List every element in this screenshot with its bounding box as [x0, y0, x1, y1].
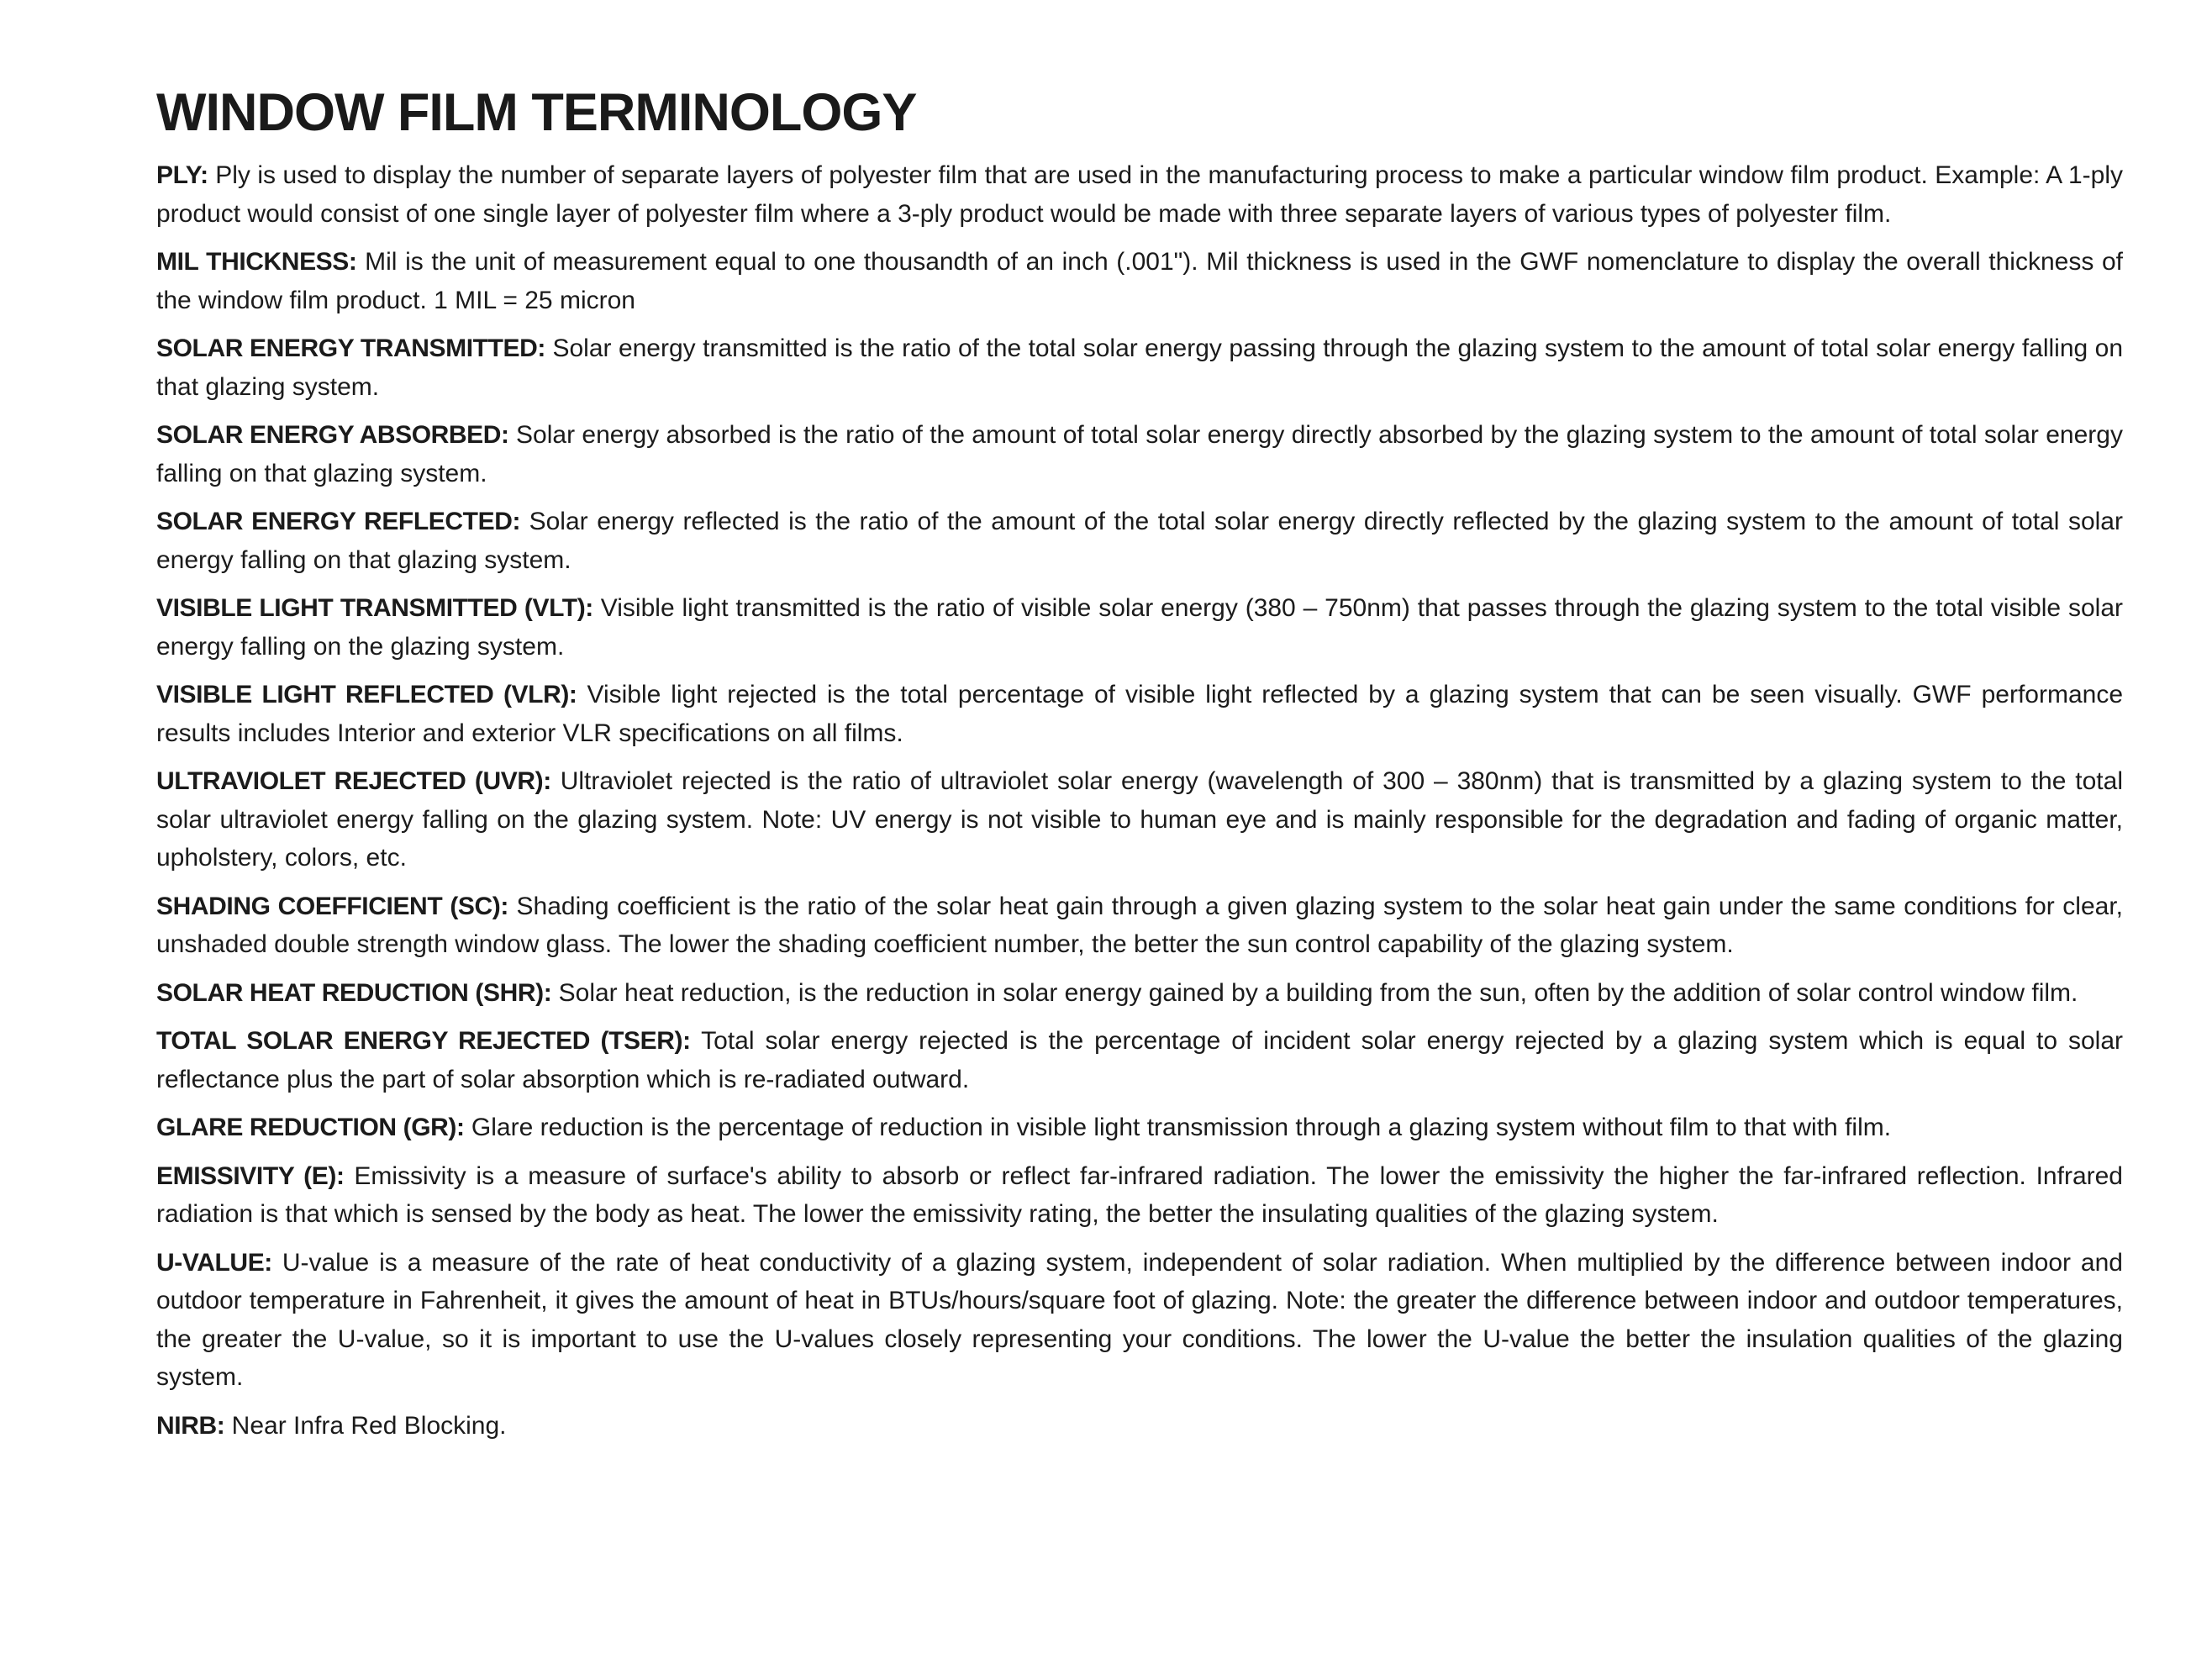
term-definition: U-value is a measure of the rate of heat conductivity of a glazing system, independent of solar radiation. When multiplied by the difference between indoor and outdoor temperature in Fahrenheit, it gives the amount of heat in BTUs/hours/square foot of glazing. Note: the greater the difference between indoor and outdoor temperatures, the greater the U-value, so it is important to use the U-values closely representing your conditions. The lower the U-value the better the insulation qualities of the glazing system.: [156, 1248, 2123, 1391]
term-definition: Emissivity is a measure of surface's ability to absorb or reflect far-infrared radiation. The lower the emissivity the higher the far-infrared reflection. Infrared radiation is that which is sensed by the body as heat. The lower the emissivity rating, the better the insulating qualities of the glazing system.: [156, 1161, 2123, 1228]
term-definition: Visible light transmitted is the ratio of visible solar energy (380 – 750nm) that passes through the glazing system to the total visible solar energy falling on the glazing system.: [156, 594, 2124, 661]
term-label: SOLAR ENERGY TRANSMITTED:: [156, 334, 546, 362]
term-label: SOLAR HEAT REDUCTION (SHR):: [156, 978, 552, 1007]
term-solar-energy-absorbed: [156, 416, 2123, 492]
term-label: VISIBLE LIGHT TRANSMITTED (VLT):: [156, 594, 593, 622]
term-visible-light-reflected: [156, 676, 2123, 752]
term-definition: Ultraviolet rejected is the ratio of ultraviolet solar energy (wavelength of 300 – 380nm) that is transmitted by a glazing system to the total solar ultraviolet energy falling on the glazing system. Note: UV energy is not visible to human eye and is mainly responsible for the degradation and fading of organic matter, upholstery, colors, etc.: [156, 767, 2123, 872]
term-label: VISIBLE LIGHT REFLECTED (VLR):: [156, 681, 577, 708]
term-label: ULTRAVIOLET REJECTED (UVR):: [156, 767, 551, 795]
term-definition: Shading coefficient is the ratio of the solar heat gain through a given glazing system to the solar heat gain under the same conditions for clear, unshaded double strength window glass. The lower the shading coefficient number, the better the sun control capability of the glazing system.: [156, 892, 2124, 958]
term-visible-light-transmitted: [156, 589, 2123, 666]
term-glare-reduction: [156, 1109, 2123, 1147]
term-definition: Solar energy reflected is the ratio of the amount of the total solar energy directly reflected by the glazing system to the amount of total solar energy falling on that glazing system.: [156, 508, 2123, 574]
term-label: EMISSIVITY (E):: [156, 1161, 345, 1190]
term-label: TOTAL SOLAR ENERGY REJECTED (TSER):: [156, 1027, 691, 1055]
term-definition: Solar energy absorbed is the ratio of the amount of total solar energy directly absorbed by the glazing system to the amount of total solar energy falling on that glazing system.: [156, 421, 2123, 487]
term-solar-energy-reflected: [156, 503, 2123, 579]
term-definition: Total solar energy rejected is the percentage of incident solar energy rejected by a glazing system which is equal to solar reflectance plus the part of solar absorption which is re-radiated outward.: [156, 1027, 2123, 1093]
term-definition: Mil is the unit of measurement equal to one thousandth of an inch (.001"). Mil thickness is used in the GWF nomenclature to display the overall thickness of the window film product. 1 MIL = 25 micron: [156, 248, 2124, 314]
term-label: PLY:: [156, 161, 208, 189]
term-total-solar-energy-rejected: [156, 1022, 2123, 1098]
term-emissivity: [156, 1157, 2123, 1234]
document-page: [156, 77, 2123, 1455]
page-title: WINDOW FILM TERMINOLOGY: [156, 83, 917, 142]
term-definition: Solar energy transmitted is the ratio of the total solar energy passing through the glazing system to the amount of total solar energy falling on that glazing system.: [156, 334, 2124, 401]
term-solar-energy-transmitted: [156, 329, 2123, 406]
term-u-value: [156, 1244, 2123, 1397]
term-label: NIRB:: [156, 1411, 225, 1440]
term-definition: Ply is used to display the number of separate layers of polyester film that are used in the manufacturing process to make a particular window film product. Example: A 1-ply product would consist of one single layer of polyester film where a 3-ply product would be made with three separate layers of various types of polyester film.: [156, 161, 2123, 228]
term-label: SOLAR ENERGY REFLECTED:: [156, 508, 521, 535]
term-definition: Solar heat reduction, is the reduction in solar energy gained by a building from the sun, often by the addition of solar control window film.: [558, 978, 2078, 1007]
term-label: SHADING COEFFICIENT (SC):: [156, 892, 508, 920]
term-label: MIL THICKNESS:: [156, 248, 357, 276]
term-definition: Near Infra Red Blocking.: [231, 1411, 507, 1440]
term-solar-heat-reduction: [156, 974, 2123, 1013]
term-definition: Visible light rejected is the total percentage of visible light reflected by a glazing system that can be seen visually. GWF performance results includes Interior and exterior VLR specifications on all films.: [156, 681, 2123, 747]
term-shading-coefficient: [156, 887, 2123, 964]
term-definition: Glare reduction is the percentage of reduction in visible light transmission through a glazing system without film to that with film.: [471, 1114, 1892, 1141]
term-ply: [156, 156, 2123, 233]
term-ultraviolet-rejected: [156, 762, 2123, 877]
term-label: SOLAR ENERGY ABSORBED:: [156, 421, 509, 449]
term-nirb: [156, 1407, 2123, 1446]
term-label: U-VALUE:: [156, 1248, 272, 1277]
term-mil-thickness: [156, 243, 2123, 319]
term-label: GLARE REDUCTION (GR):: [156, 1114, 465, 1141]
